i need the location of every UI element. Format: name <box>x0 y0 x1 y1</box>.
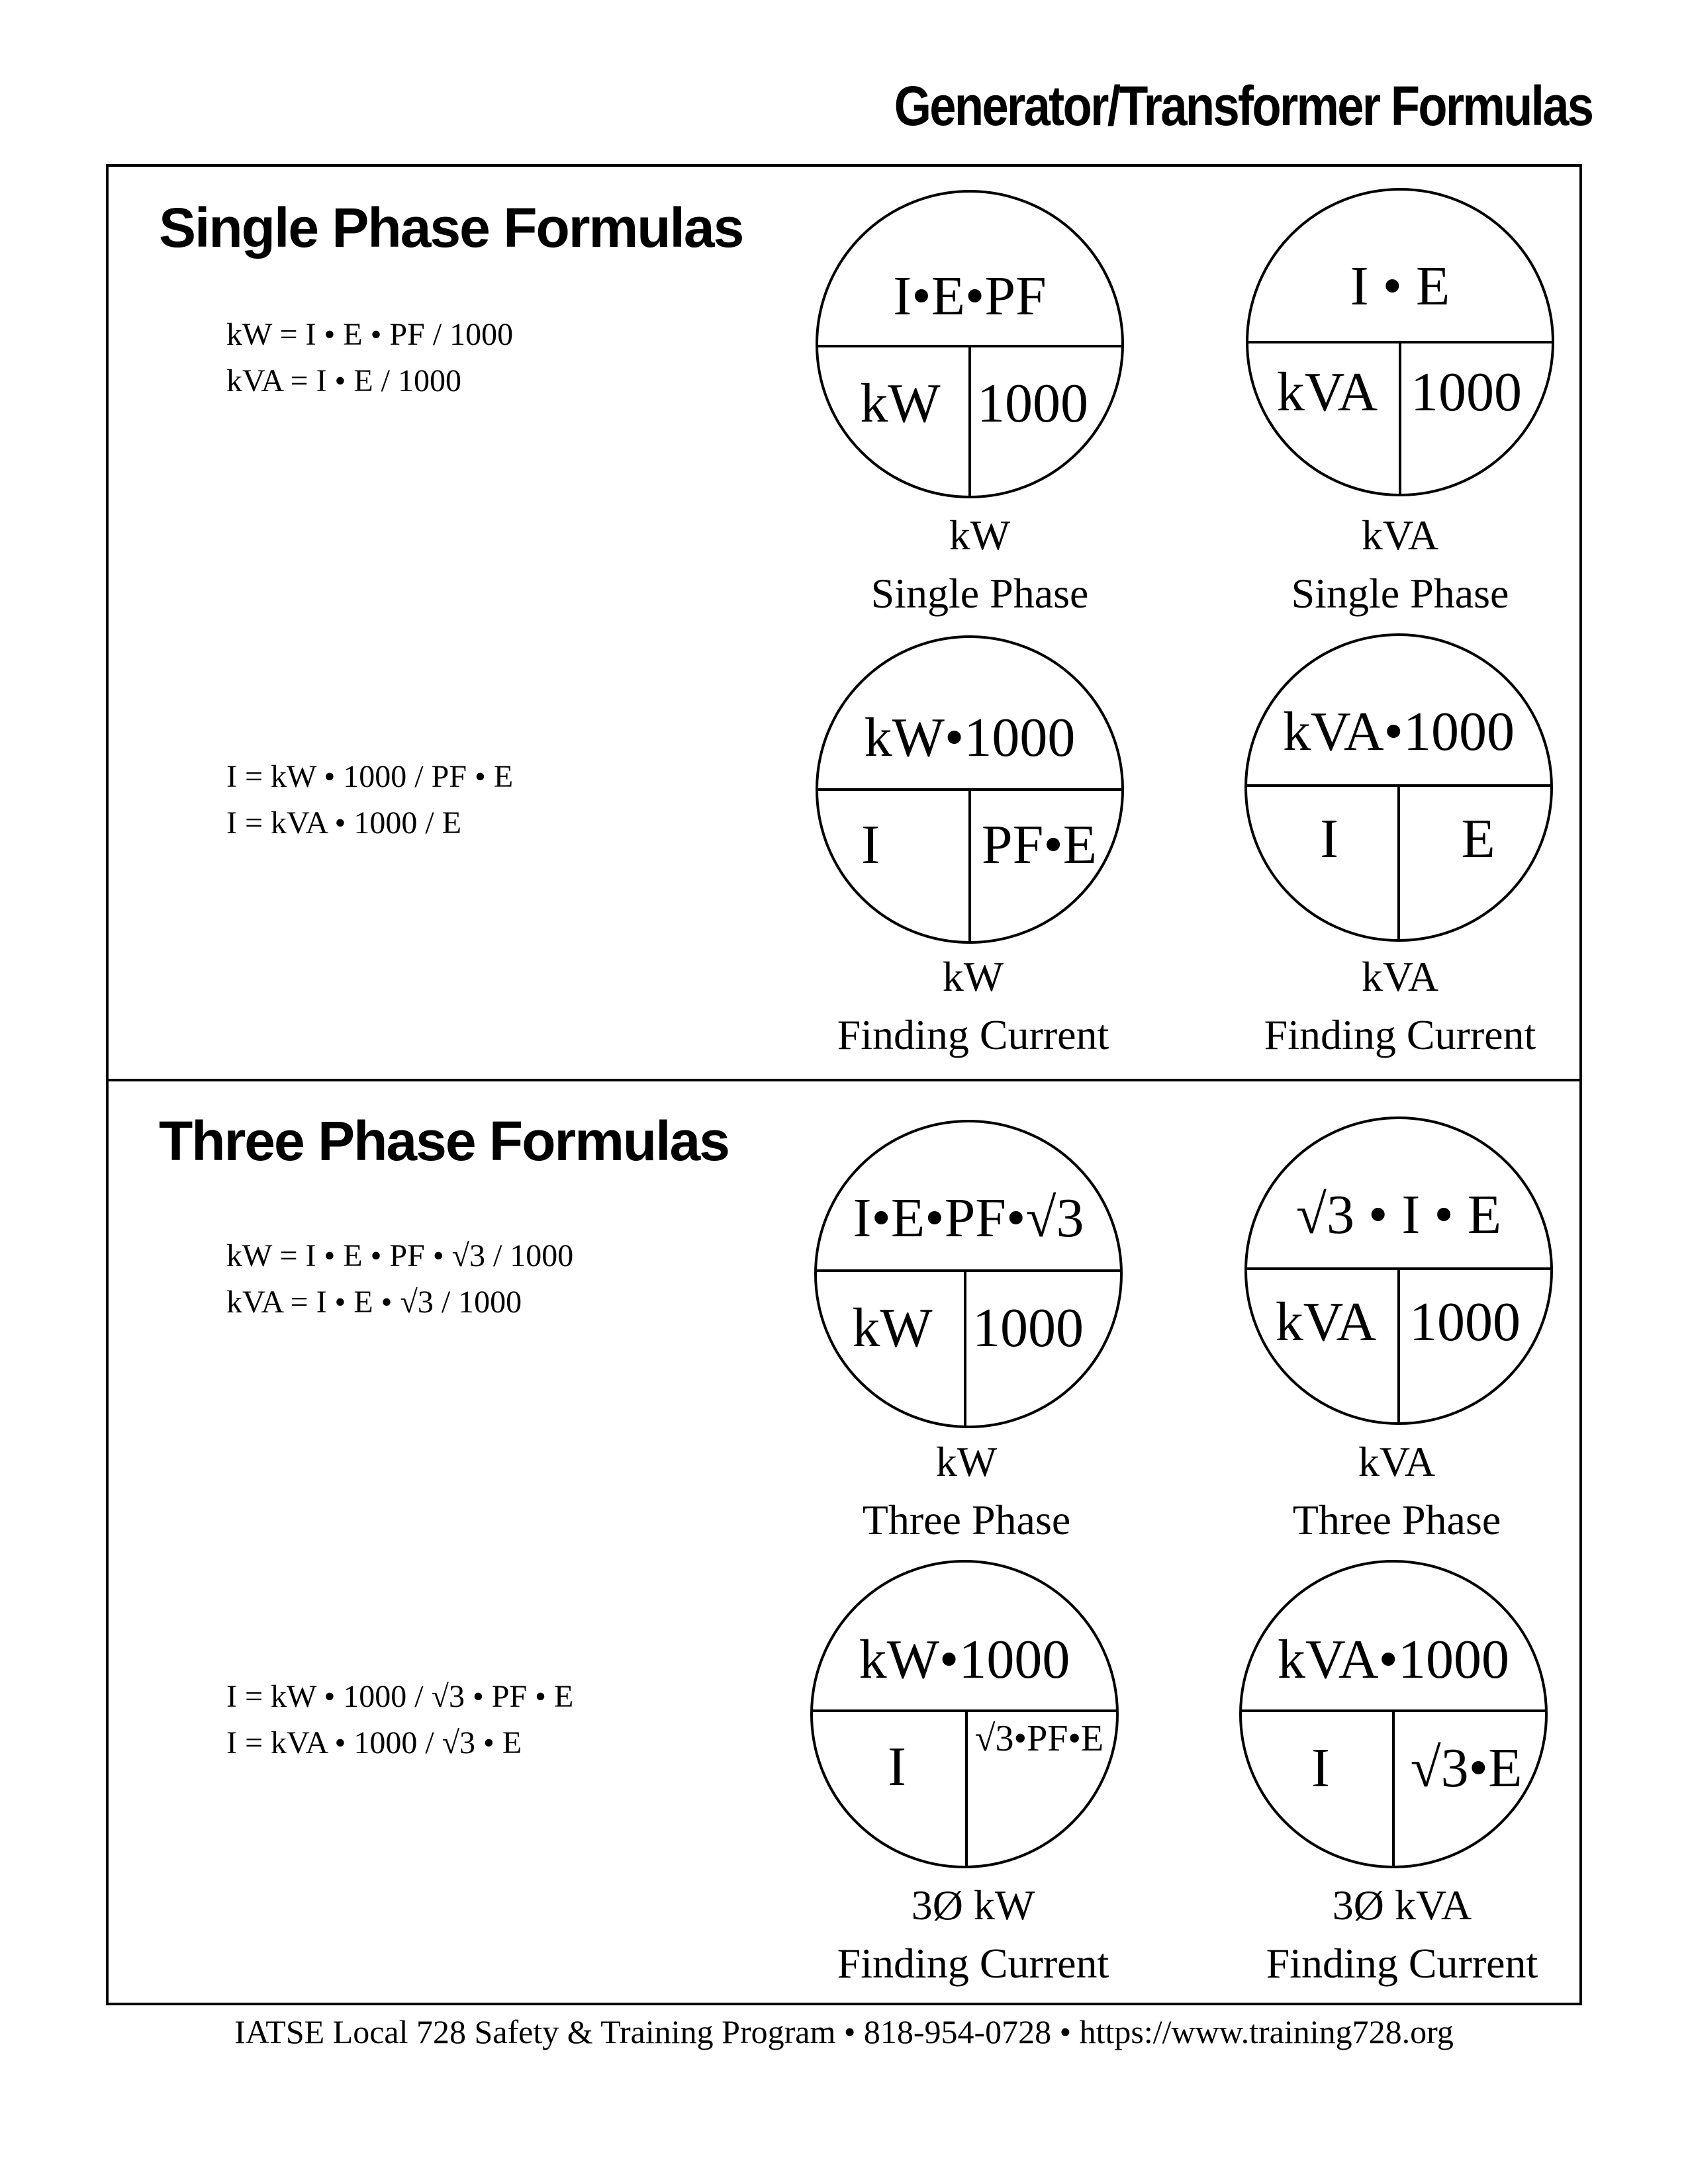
caption-line: kW <box>949 512 1011 559</box>
kw-single-current-circle <box>814 634 1125 945</box>
circle-bottom-left-text: I <box>1320 808 1338 870</box>
circle-bottom-left-text: kW <box>860 373 941 434</box>
section-divider <box>106 1079 1582 1081</box>
caption-line: 3Ø kW <box>911 1882 1035 1929</box>
circle-bottom-left-text: kVA <box>1276 361 1378 423</box>
kva-single-current-circle <box>1243 632 1554 943</box>
kw-three-phase-caption <box>768 1433 1165 1549</box>
caption-line: Finding Current <box>1264 1011 1536 1058</box>
kw-single-phase-caption <box>781 506 1178 623</box>
caption-line: 3Ø kVA <box>1332 1882 1472 1929</box>
circle-top-text: kVA•1000 <box>1283 701 1515 762</box>
circle-top-text: I•E•PF <box>893 265 1047 327</box>
kva-single-phase-caption <box>1201 506 1599 623</box>
circle-bottom-right-text: √3•PF•E <box>974 1718 1104 1759</box>
kva-three-formula: kVA = I • E • √3 / 1000 <box>226 1285 522 1320</box>
kw-single-current-formula: I = kW • 1000 / PF • E <box>226 759 514 794</box>
circle-bottom-left-text: kVA <box>1275 1291 1377 1353</box>
caption-line: kVA <box>1361 953 1439 1000</box>
circle-bottom-left-text: kW <box>852 1297 933 1359</box>
circle-bottom-right-text: 1000 <box>972 1297 1084 1359</box>
circle-bottom-right-text: 1000 <box>1411 361 1522 423</box>
kw-three-current-circle <box>809 1559 1120 1870</box>
kw-three-current-caption <box>774 1876 1172 1993</box>
caption-line: Single Phase <box>870 570 1089 617</box>
kva-single-current-caption <box>1201 948 1599 1064</box>
kva-three-current-formula: I = kVA • 1000 / √3 • E <box>226 1725 522 1760</box>
kw-three-current-formula: I = kW • 1000 / √3 • PF • E <box>226 1679 574 1714</box>
caption-line: Finding Current <box>1266 1940 1538 1987</box>
circle-bottom-right-text: 1000 <box>977 373 1088 434</box>
caption-line: Finding Current <box>837 1940 1109 1987</box>
caption-line: kW <box>935 1438 998 1485</box>
caption-line: kW <box>942 953 1004 1000</box>
page-title: Generator/Transformer Formulas <box>894 75 1592 137</box>
circle-bottom-left-text: I <box>861 814 880 876</box>
footer-text: IATSE Local 728 Safety & Training Program • 818-954-0728 • https://www.training728.org <box>234 2013 1454 2050</box>
kva-three-current-circle <box>1238 1559 1549 1870</box>
circle-top-text: kW•1000 <box>859 1629 1070 1690</box>
kw-three-phase-circle <box>813 1118 1124 1430</box>
caption-line: kVA <box>1358 1438 1436 1485</box>
circle-top-text: √3 • I • E <box>1295 1184 1502 1246</box>
circle-bottom-right-text: 1000 <box>1409 1291 1521 1353</box>
circle-top-text: I • E <box>1350 255 1450 317</box>
kva-single-phase-circle <box>1244 187 1556 498</box>
circle-bottom-right-text: PF•E <box>981 814 1098 876</box>
kva-single-formula: kVA = I • E / 1000 <box>226 363 462 398</box>
single-phase-heading: Single Phase Formulas <box>159 197 743 259</box>
kw-single-phase-circle <box>814 189 1125 500</box>
caption-line: Three Phase <box>862 1496 1071 1543</box>
kva-three-current-caption <box>1203 1876 1601 1993</box>
circle-top-text: kVA•1000 <box>1278 1629 1509 1690</box>
circle-bottom-left-text: I <box>1311 1737 1330 1799</box>
kw-single-formula: kW = I • E • PF / 1000 <box>226 317 514 352</box>
three-phase-heading: Three Phase Formulas <box>159 1110 729 1172</box>
kva-three-phase-circle <box>1243 1115 1554 1426</box>
kw-three-formula: kW = I • E • PF • √3 / 1000 <box>226 1238 574 1273</box>
circle-bottom-right-text: E <box>1461 808 1495 870</box>
caption-line: Finding Current <box>837 1011 1109 1058</box>
caption-line: Three Phase <box>1292 1496 1501 1543</box>
kva-three-phase-caption <box>1198 1433 1595 1549</box>
circle-top-text: kW•1000 <box>864 707 1076 768</box>
kw-single-current-caption <box>774 948 1172 1064</box>
caption-line: kVA <box>1361 512 1439 559</box>
caption-line: Single Phase <box>1291 570 1509 617</box>
circle-top-text: I•E•PF•√3 <box>853 1187 1084 1249</box>
circle-bottom-left-text: I <box>888 1736 906 1797</box>
circle-bottom-right-text: √3•E <box>1410 1737 1523 1799</box>
kva-single-current-formula: I = kVA • 1000 / E <box>226 805 462 841</box>
